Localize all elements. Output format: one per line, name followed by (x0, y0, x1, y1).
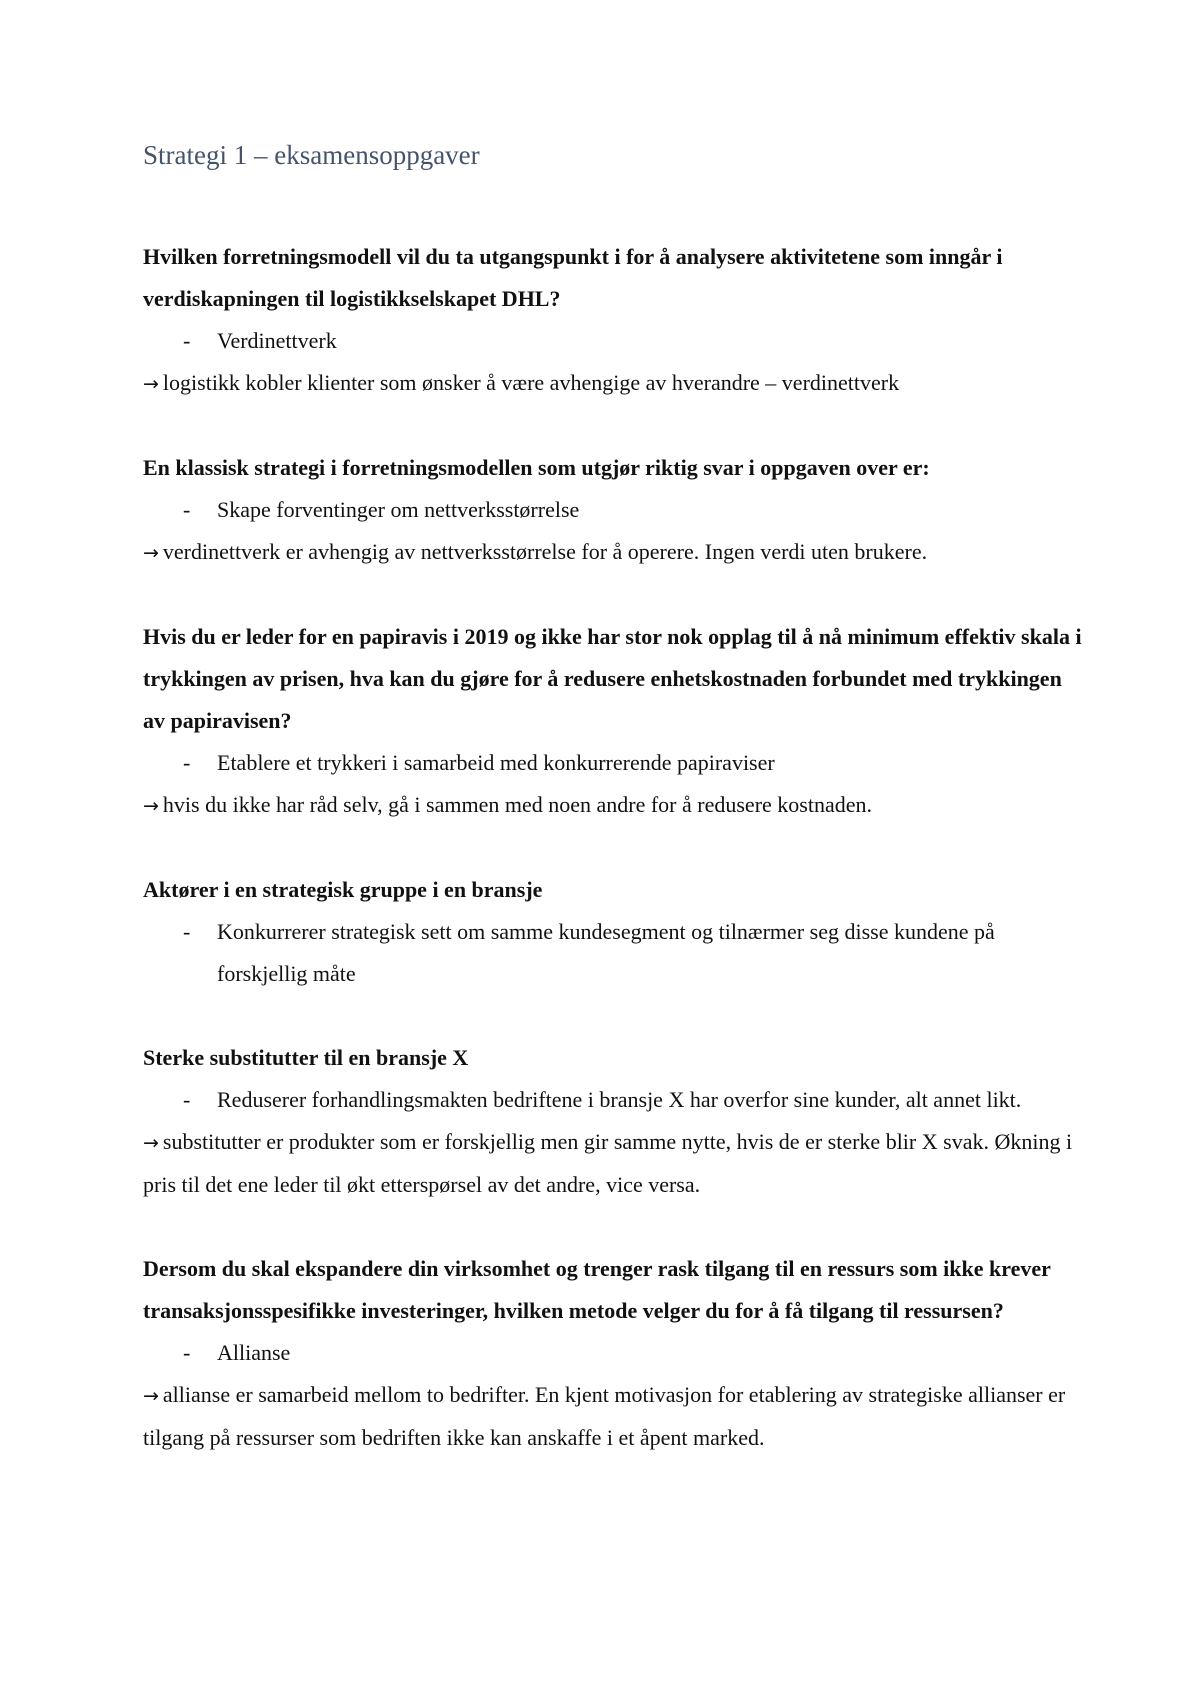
answer-text: Reduserer forhandlingsmakten bedriftene i bransje X har overfor sine kunder, alt annet likt. (217, 1087, 1022, 1112)
answer-bullet (143, 489, 1083, 531)
section-4 (143, 869, 1083, 995)
bullet-dash: - (183, 919, 191, 944)
bullet-dash: - (183, 497, 191, 522)
question: Hvilken forretningsmodell vil du ta utgangspunkt i for å analysere aktivitetene som inngår i verdiskapningen til logistikkselskapet DHL? (143, 244, 1003, 311)
answer-text: Etablere et trykkeri i samarbeid med konkurrerende papiraviser (217, 750, 775, 775)
explanation-text: substitutter er produkter som er forskjellig men gir samme nytte, hvis de er sterke blir X svak. Økning i pris til det ene leder til økt etterspørsel av det andre, vice versa. (143, 1129, 1073, 1197)
explanation (143, 362, 1083, 405)
answer-bullet (143, 1332, 1083, 1374)
section-2 (143, 447, 1083, 574)
explanation (143, 1121, 1083, 1206)
arrow-right-icon: → (143, 1132, 159, 1154)
arrow-right-icon: → (143, 542, 159, 564)
explanation-text: verdinettverk er avhengig av nettverksstørrelse for å operere. Ingen verdi uten brukere. (162, 539, 928, 564)
spacer (143, 827, 1083, 869)
spacer (143, 405, 1083, 447)
answer-bullet (143, 320, 1083, 362)
question: Aktører i en strategisk gruppe i en bransje (143, 877, 543, 902)
spacer (143, 574, 1083, 616)
answer-text: Konkurrerer strategisk sett om samme kundesegment og tilnærmer seg disse kundene på forskjellig måte (217, 919, 995, 986)
spacer (143, 1206, 1083, 1248)
section-1 (143, 236, 1083, 405)
bullet-dash: - (183, 1087, 191, 1112)
bullet-dash: - (183, 750, 191, 775)
document-body (143, 236, 1083, 1459)
explanation-text: logistikk kobler klienter som ønsker å være avhengige av hverandre – verdinettverk (162, 370, 900, 395)
question: Hvis du er leder for en papiravis i 2019 og ikke har stor nok opplag til å nå minimum effektiv skala i trykkingen av prisen, hva kan du gjøre for å redusere enhetskostnaden forbundet med trykkingen av papiravisen? (143, 624, 1082, 733)
answer-text: Skape forventinger om nettverksstørrelse (217, 497, 580, 522)
section-6 (143, 1248, 1083, 1459)
page-title: Strategi 1 – eksamensoppgaver (143, 140, 480, 170)
answer-bullet (143, 742, 1083, 784)
explanation (143, 531, 1083, 574)
question: En klassisk strategi i forretningsmodellen som utgjør riktig svar i oppgaven over er: (143, 455, 930, 480)
explanation (143, 784, 1083, 827)
arrow-right-icon: → (143, 795, 159, 817)
spacer (143, 995, 1083, 1037)
answer-bullet (143, 911, 1083, 995)
explanation (143, 1374, 1083, 1459)
arrow-right-icon: → (143, 1385, 159, 1407)
section-3 (143, 616, 1083, 827)
section-5 (143, 1037, 1083, 1206)
bullet-dash: - (183, 328, 191, 353)
question: Dersom du skal ekspandere din virksomhet og trenger rask tilgang til en ressurs som ikke krever transaksjonsspesifikke investeringer, hvilken metode velger du for å få tilgang til ressursen? (143, 1256, 1051, 1323)
answer-text: Allianse (217, 1340, 291, 1365)
question: Sterke substitutter til en bransje X (143, 1045, 469, 1070)
explanation-text: allianse er samarbeid mellom to bedrifter. En kjent motivasjon for etablering av strategiske allianser er tilgang på ressurser som bedriften ikke kan anskaffe i et åpent marked. (143, 1382, 1066, 1450)
explanation-text: hvis du ikke har råd selv, gå i sammen med noen andre for å redusere kostnaden. (162, 792, 872, 817)
bullet-dash: - (183, 1340, 191, 1365)
answer-bullet (143, 1079, 1083, 1121)
answer-text: Verdinettverk (217, 328, 337, 353)
arrow-right-icon: → (143, 373, 159, 395)
